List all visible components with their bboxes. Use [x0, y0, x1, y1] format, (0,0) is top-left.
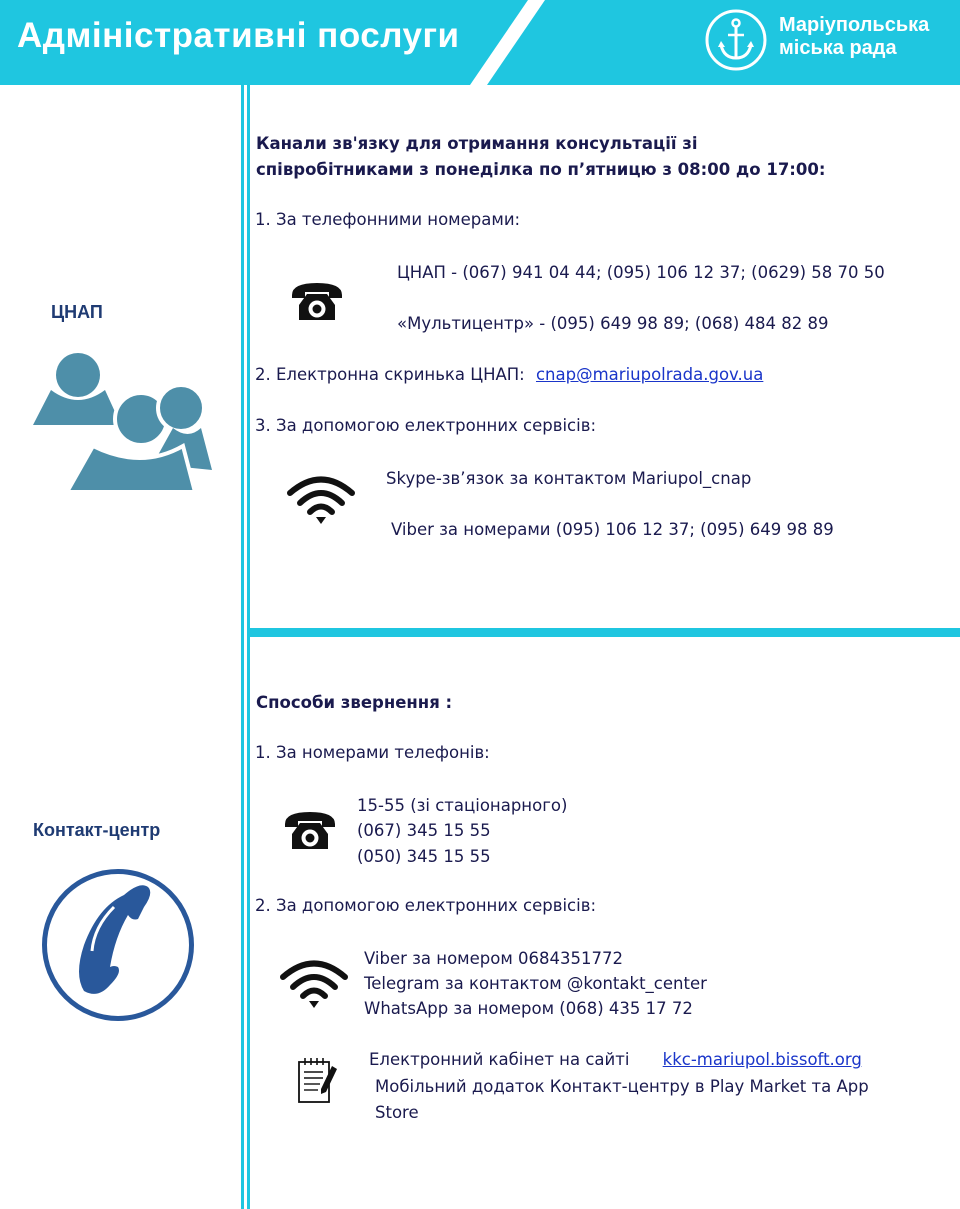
- anchor-icon: [704, 8, 768, 72]
- cnap-skype: Skype-зв’язок за контактом Mariupol_cnap: [386, 469, 752, 488]
- vertical-divider-gap: [244, 85, 247, 1209]
- contact-app-line2: Store: [375, 1103, 419, 1122]
- handset-circle-icon: [40, 867, 196, 1023]
- contact-telegram: Telegram за контактом @kontakt_center: [364, 974, 707, 993]
- telephone-icon: [290, 281, 344, 321]
- cnap-heading-line2: співробітниками з понеділка по п’ятницю з 08:00 до 17:00:: [256, 160, 826, 179]
- cnap-heading: [256, 131, 825, 183]
- cnap-phone-line2: «Мультицентр» - (095) 649 98 89; (068) 484 82 89: [397, 314, 829, 333]
- cnap-email-label: 2. Електронна скринька ЦНАП:: [255, 365, 525, 384]
- page-title: Адміністративні послуги: [17, 16, 460, 55]
- cnap-email-link[interactable]: cnap@mariupolrada.gov.ua: [535, 365, 764, 384]
- cnap-phone-line1: ЦНАП - (067) 941 04 44; (095) 106 12 37; (0629) 58 70 50: [397, 263, 885, 282]
- header-slash-decoration: [470, 0, 550, 85]
- contact-center-label: Контакт-центр: [33, 820, 161, 840]
- contact-cabinet-link[interactable]: kkc-mariupol.bissoft.org: [662, 1050, 862, 1069]
- logo-line1: Маріупольська: [779, 14, 930, 36]
- cnap-viber: Viber за номерами (095) 106 12 37; (095) 649 98 89: [391, 520, 834, 539]
- people-group-icon: [33, 340, 213, 492]
- cnap-label: ЦНАП: [51, 302, 103, 322]
- contact-phone3: (050) 345 15 55: [357, 847, 491, 866]
- cnap-item2: [255, 365, 763, 384]
- header-banner: [0, 0, 960, 85]
- cnap-heading-line1: Канали зв'язку для отримання консультації зі: [256, 134, 698, 153]
- notepad-pen-icon: [296, 1056, 340, 1106]
- cnap-item3: 3. За допомогою електронних сервісів:: [255, 416, 596, 435]
- contact-phone2: (067) 345 15 55: [357, 821, 491, 840]
- wifi-icon: [286, 474, 356, 526]
- logo-text: [779, 14, 929, 60]
- contact-viber: Viber за номером 0684351772: [364, 949, 624, 968]
- contact-whatsapp: WhatsApp за номером (068) 435 17 72: [364, 999, 693, 1018]
- contact-app-line1: Мобільний додаток Контакт-центру в Play Market та App: [375, 1077, 869, 1096]
- horizontal-divider: [250, 628, 960, 637]
- contact-cabinet: [369, 1050, 862, 1069]
- wifi-icon: [279, 958, 349, 1010]
- contact-heading: Способи звернення :: [256, 693, 453, 712]
- logo-line2: міська рада: [779, 37, 897, 59]
- cnap-item1: 1. За телефонними номерами:: [255, 210, 521, 229]
- contact-cabinet-label: Електронний кабінет на сайті: [369, 1050, 630, 1069]
- telephone-icon: [283, 810, 337, 850]
- contact-item1: 1. За номерами телефонів:: [255, 743, 490, 762]
- contact-phone1: 15-55 (зі стаціонарного): [357, 796, 568, 815]
- contact-item2: 2. За допомогою електронних сервісів:: [255, 896, 596, 915]
